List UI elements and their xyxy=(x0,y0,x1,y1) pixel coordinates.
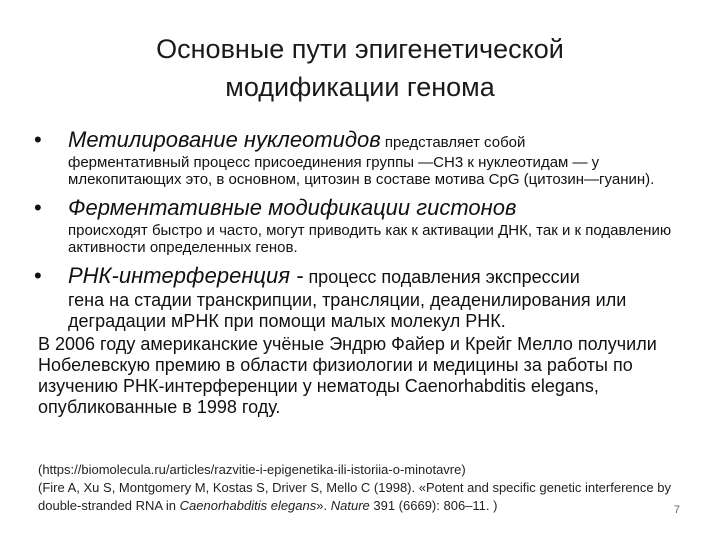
bullet-dot-icon: • xyxy=(34,127,42,152)
nobel-paragraph: В 2006 году американские учёные Эндрю Файер и Крейг Мелло получили Нобелевскую премию в области физиологии и медицины за работы по изучению РНК-интерференции у нематоды Caenorhabditis elegans, опубликованные в 1998 году. xyxy=(38,334,657,417)
bullet-tail: процесс подавления экспрессии xyxy=(303,267,580,287)
reference-citation xyxy=(38,479,678,515)
page-number: 7 xyxy=(673,504,680,516)
slide-title-line-1: Основные пути эпигенетической xyxy=(156,34,564,64)
citation-text: (Fire A, Xu S, Montgomery M, Kostas S, Driver S, Mello C (1998). «Potent and specific genetic interference by double-stranded RNA in xyxy=(38,480,671,513)
slide-content xyxy=(28,126,703,418)
slide-title-line-2: модификации генома xyxy=(225,72,495,102)
citation-species: Caenorhabditis elegans xyxy=(179,498,317,513)
bullet-body: происходят быстро и часто, могут приводить как к активации ДНК, так и к подавлению активности определенных генов. xyxy=(68,222,672,256)
bullet-methylation xyxy=(28,126,703,188)
bullet-dot-icon: • xyxy=(34,263,42,288)
bullet-body: гена на стадии транскрипции, трансляции, деаденилирования или деградации мРНК при помощи малых молекул РНК. xyxy=(68,290,627,331)
bullet-dot-icon: • xyxy=(34,195,42,220)
slide-title xyxy=(90,30,630,106)
bullet-tail: представляет собой xyxy=(380,134,526,151)
bullet-lead: Метилирование нуклеотидов xyxy=(68,127,381,152)
bullet-rna-interference xyxy=(28,262,703,332)
bullet-lead: РНК-интерференция - xyxy=(68,263,304,288)
citation-text: 391 (6669): 806–11. ) xyxy=(369,498,498,513)
bullet-body: ферментативный процесс присоединения группы —CH3 к нуклеотидам — у млекопитающих это, в основном, цитозин в составе мотива CpG (цитозин—гуанин). xyxy=(68,154,655,188)
reference-url: (https://biomolecula.ru/articles/razvitie-i-epigenetika-ili-istoriia-o-minotavre) xyxy=(38,462,466,477)
citation-journal: Nature xyxy=(330,498,370,513)
bullet-lead: Ферментативные модификации гистонов xyxy=(68,195,517,220)
citation-text: ». xyxy=(316,498,331,513)
bullet-histone-modifications xyxy=(28,194,703,256)
references xyxy=(38,461,678,515)
